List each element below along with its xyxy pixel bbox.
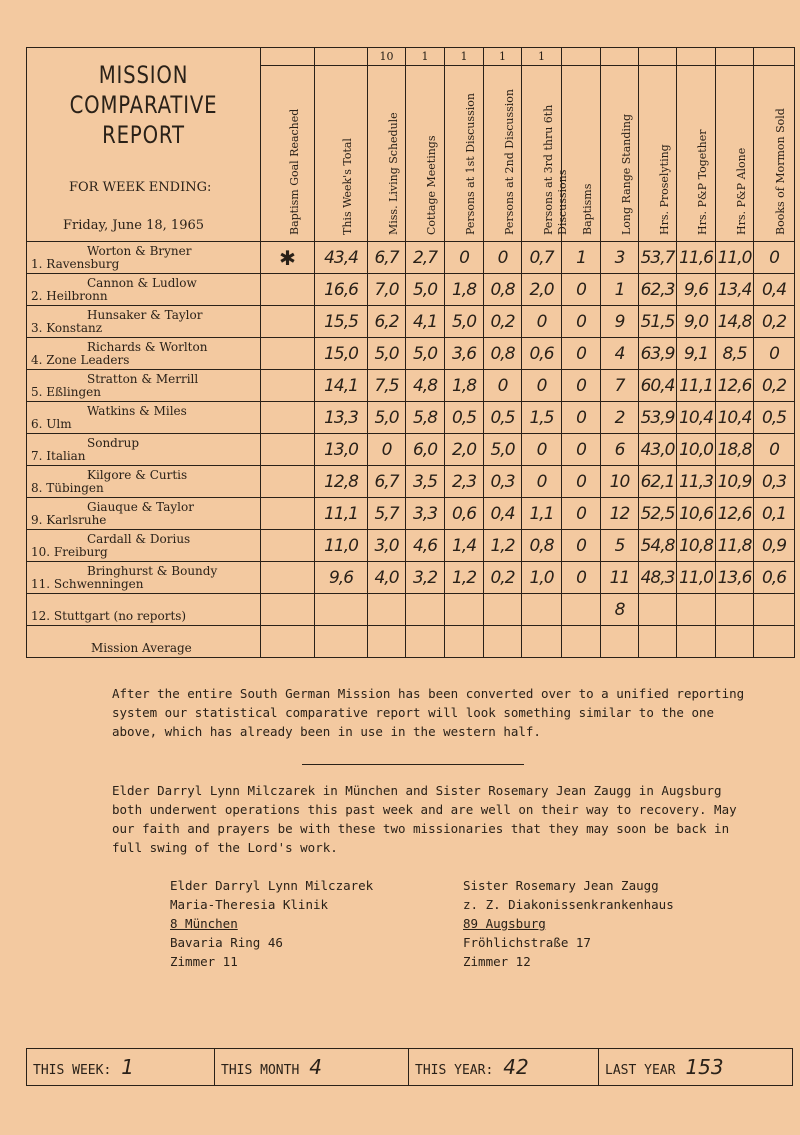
last-year-cell: LAST YEAR 153 xyxy=(599,1049,793,1086)
goal-cell xyxy=(716,48,754,66)
stat-cell xyxy=(522,626,562,658)
stat-cell: 5,0 xyxy=(445,306,484,338)
district-name-cell xyxy=(27,594,261,626)
column-header xyxy=(754,66,795,242)
stat-cell: 6,2 xyxy=(368,306,406,338)
companionship-names: Stratton & Merrill xyxy=(87,372,199,386)
stat-cell: 0,2 xyxy=(754,370,795,402)
table-row xyxy=(27,498,795,530)
stat-cell: 43,4 xyxy=(315,242,368,274)
stat-cell: 0 xyxy=(562,402,601,434)
district-name: 7. Italian xyxy=(31,449,86,463)
stat-cell xyxy=(315,626,368,658)
goal-cell xyxy=(754,48,795,66)
stat-cell: 1,8 xyxy=(445,274,484,306)
stat-cell: 14,1 xyxy=(315,370,368,402)
stat-cell: 0 xyxy=(562,370,601,402)
stat-cell: 9,6 xyxy=(677,274,716,306)
stat-cell: 12,8 xyxy=(315,466,368,498)
stat-cell: 11 xyxy=(601,562,639,594)
stat-cell: 10,6 xyxy=(677,498,716,530)
stat-cell xyxy=(445,594,484,626)
baptism-goal-mark xyxy=(261,370,315,402)
stat-cell: 12,6 xyxy=(716,498,754,530)
baptism-goal-mark xyxy=(261,530,315,562)
district-name: 8. Tübingen xyxy=(31,481,104,495)
stat-cell xyxy=(716,626,754,658)
stat-cell: 5,8 xyxy=(406,402,445,434)
table-row xyxy=(27,594,795,626)
stat-cell: 62,3 xyxy=(639,274,677,306)
goal-cell: 1 xyxy=(484,48,522,66)
stat-cell: 3,6 xyxy=(445,338,484,370)
district-name: 2. Heilbronn xyxy=(31,289,108,303)
stat-cell: 53,9 xyxy=(639,402,677,434)
stat-cell: 9,1 xyxy=(677,338,716,370)
stat-cell: 3 xyxy=(601,242,639,274)
column-header-label: Books of Mormon Sold xyxy=(774,108,787,235)
column-header-label: Persons at 2nd Discussion xyxy=(502,88,516,235)
stat-cell xyxy=(445,626,484,658)
stat-cell: 1,0 xyxy=(522,562,562,594)
companionship-names: Sondrup xyxy=(87,436,140,450)
column-header xyxy=(261,66,315,242)
column-header xyxy=(484,66,522,242)
stat-cell: 11,0 xyxy=(677,562,716,594)
stat-cell: 6,7 xyxy=(368,242,406,274)
table-row xyxy=(27,242,795,274)
stat-cell: 6 xyxy=(601,434,639,466)
stat-cell: 2,0 xyxy=(522,274,562,306)
stat-cell: 0,8 xyxy=(522,530,562,562)
district-name: 4. Zone Leaders xyxy=(31,353,130,367)
report-date: Friday, June 18, 1965 xyxy=(63,218,205,233)
stat-cell: 1,4 xyxy=(445,530,484,562)
column-header-label: Persons at 1st Discussion xyxy=(464,93,477,235)
table-row xyxy=(27,562,795,594)
stat-cell xyxy=(754,626,795,658)
column-header xyxy=(315,66,368,242)
stat-cell: 4,6 xyxy=(406,530,445,562)
stat-cell: 3,0 xyxy=(368,530,406,562)
baptism-goal-mark xyxy=(261,434,315,466)
stat-cell: 0,2 xyxy=(484,306,522,338)
stat-cell: 9 xyxy=(601,306,639,338)
district-name-cell xyxy=(27,274,261,306)
stat-cell: 5,7 xyxy=(368,498,406,530)
district-name-cell xyxy=(27,562,261,594)
stat-cell xyxy=(562,626,601,658)
stat-cell: 16,6 xyxy=(315,274,368,306)
table-row xyxy=(27,306,795,338)
stat-cell xyxy=(484,626,522,658)
stat-cell: 9,0 xyxy=(677,306,716,338)
district-name-cell xyxy=(27,338,261,370)
this-month-value: 4 xyxy=(309,1055,323,1079)
comparative-report-table xyxy=(26,47,795,658)
stat-cell: 0,9 xyxy=(754,530,795,562)
companionship-names: Bringhurst & Boundy xyxy=(87,564,218,578)
stat-cell: 5,0 xyxy=(484,434,522,466)
stat-cell: 0,5 xyxy=(754,402,795,434)
baptism-totals-table xyxy=(26,1048,793,1086)
district-name-cell xyxy=(27,498,261,530)
stat-cell xyxy=(368,594,406,626)
district-name: 11. Schwenningen xyxy=(31,577,144,591)
stat-cell: 52,5 xyxy=(639,498,677,530)
district-name: 5. Eßlingen xyxy=(31,385,101,399)
column-header xyxy=(639,66,677,242)
this-week-cell: THIS WEEK: 1 xyxy=(27,1049,215,1086)
stat-cell: 13,0 xyxy=(315,434,368,466)
goal-cell xyxy=(677,48,716,66)
district-name-cell xyxy=(27,370,261,402)
stat-cell: 54,8 xyxy=(639,530,677,562)
companionship-names: Hunsaker & Taylor xyxy=(87,308,203,322)
stat-cell xyxy=(754,594,795,626)
companionship-names: Watkins & Miles xyxy=(87,404,187,418)
stat-cell: 0,2 xyxy=(484,562,522,594)
stat-cell: 4 xyxy=(601,338,639,370)
companionship-names: Richards & Worlton xyxy=(87,340,208,354)
table-row xyxy=(27,338,795,370)
district-name-cell xyxy=(27,626,261,658)
baptism-goal-mark xyxy=(261,274,315,306)
stat-cell: 11,1 xyxy=(677,370,716,402)
companionship-names: Giauque & Taylor xyxy=(87,500,194,514)
stat-cell: 11,6 xyxy=(677,242,716,274)
stat-cell: 2,3 xyxy=(445,466,484,498)
column-header-label: Persons at 3rd thru 6th Discussions xyxy=(541,104,569,235)
stat-cell: 4,1 xyxy=(406,306,445,338)
paragraph-operations: Elder Darryl Lynn Milczarek in München and Sister Rosemary Jean Zaugg in Augsburg both underwent operations this past week and are well on their way to recovery. May our faith and prayers be with these two missionaries that they may soon be back in full swing of the Lord's work. xyxy=(112,783,737,855)
goal-cell xyxy=(639,48,677,66)
stat-cell: 0,6 xyxy=(522,338,562,370)
goal-cell xyxy=(601,48,639,66)
stat-cell: 5 xyxy=(601,530,639,562)
stat-cell: 1 xyxy=(562,242,601,274)
stat-cell: 5,0 xyxy=(368,402,406,434)
baptism-goal-mark xyxy=(261,594,315,626)
stat-cell: 5,0 xyxy=(406,274,445,306)
stat-cell xyxy=(601,626,639,658)
stat-cell: 0,4 xyxy=(754,274,795,306)
district-name-cell xyxy=(27,466,261,498)
stat-cell: 0 xyxy=(562,306,601,338)
column-header-label: Cottage Meetings xyxy=(425,135,438,235)
stat-cell: 11,1 xyxy=(315,498,368,530)
district-name-cell xyxy=(27,242,261,274)
stat-cell: 1 xyxy=(601,274,639,306)
stat-cell xyxy=(677,594,716,626)
stat-cell: 62,1 xyxy=(639,466,677,498)
goal-cell xyxy=(562,48,601,66)
stat-cell: 0 xyxy=(562,562,601,594)
stat-cell: 7,5 xyxy=(368,370,406,402)
stat-cell xyxy=(677,626,716,658)
address-milczarek: Elder Darryl Lynn Milczarek Maria-Theresia Klinik 8 München Bavaria Ring 46 Zimmer 11 xyxy=(170,878,374,969)
stat-cell: 11,8 xyxy=(716,530,754,562)
district-name: 1. Ravensburg xyxy=(31,257,120,271)
column-header-label: Hrs. P&P Together xyxy=(696,129,709,235)
stat-cell: 2 xyxy=(601,402,639,434)
stat-cell: 18,8 xyxy=(716,434,754,466)
stat-cell: 0 xyxy=(522,434,562,466)
baptism-goal-mark xyxy=(261,626,315,658)
stat-cell: 0 xyxy=(522,370,562,402)
stat-cell: 53,7 xyxy=(639,242,677,274)
stat-cell: 0,5 xyxy=(445,402,484,434)
table-row xyxy=(27,434,795,466)
stat-cell: 0,1 xyxy=(754,498,795,530)
stat-cell xyxy=(406,626,445,658)
stat-cell: 13,4 xyxy=(716,274,754,306)
stat-cell: 51,5 xyxy=(639,306,677,338)
stat-cell: 63,9 xyxy=(639,338,677,370)
stat-cell: 12,6 xyxy=(716,370,754,402)
stat-cell: 6,7 xyxy=(368,466,406,498)
stat-cell: 0 xyxy=(522,466,562,498)
baptism-goal-mark xyxy=(261,562,315,594)
stat-cell: 4,8 xyxy=(406,370,445,402)
column-header xyxy=(601,66,639,242)
stat-cell xyxy=(368,626,406,658)
stat-cell: 10 xyxy=(601,466,639,498)
stat-cell: 7,0 xyxy=(368,274,406,306)
stat-cell: 0 xyxy=(562,274,601,306)
stat-cell: 15,0 xyxy=(315,338,368,370)
baptism-goal-mark: ✱ xyxy=(261,242,315,274)
stat-cell: 0 xyxy=(562,498,601,530)
goal-cell xyxy=(261,48,315,66)
baptism-goal-mark xyxy=(261,498,315,530)
column-header-label: Baptisms xyxy=(581,183,594,235)
stat-cell xyxy=(484,594,522,626)
this-year-value: 42 xyxy=(503,1055,529,1079)
stat-cell: 0 xyxy=(754,434,795,466)
stat-cell: 0 xyxy=(754,242,795,274)
stat-cell: 10,0 xyxy=(677,434,716,466)
baptism-goal-mark xyxy=(261,402,315,434)
stat-cell: 0 xyxy=(368,434,406,466)
goal-cell: 1 xyxy=(445,48,484,66)
district-name: 9. Karlsruhe xyxy=(31,513,107,527)
stat-cell: 15,5 xyxy=(315,306,368,338)
district-name: 3. Konstanz xyxy=(31,321,103,335)
column-header xyxy=(716,66,754,242)
stat-cell: 48,3 xyxy=(639,562,677,594)
stat-cell: 10,4 xyxy=(716,402,754,434)
stat-cell: 0,8 xyxy=(484,338,522,370)
column-header xyxy=(522,66,569,242)
stat-cell: 8 xyxy=(601,594,639,626)
district-name: 10. Freiburg xyxy=(31,545,108,559)
stat-cell: 0 xyxy=(562,338,601,370)
district-name: 12. Stuttgart (no reports) xyxy=(31,609,187,623)
stat-cell: 10,4 xyxy=(677,402,716,434)
stat-cell: 7 xyxy=(601,370,639,402)
column-header xyxy=(368,66,406,242)
stat-cell: 0,2 xyxy=(754,306,795,338)
report-title-cell xyxy=(27,48,261,242)
stat-cell: 0 xyxy=(445,242,484,274)
stat-cell xyxy=(716,594,754,626)
stat-cell: 0,3 xyxy=(754,466,795,498)
district-name-cell xyxy=(27,402,261,434)
stat-cell: 11,0 xyxy=(315,530,368,562)
district-name: 6. Ulm xyxy=(31,417,72,431)
stat-cell: 10,9 xyxy=(716,466,754,498)
goal-cell: 1 xyxy=(522,48,562,66)
stat-cell: 0 xyxy=(754,338,795,370)
column-header-label: Long Range Standing xyxy=(619,113,633,235)
baptism-goal-mark xyxy=(261,466,315,498)
stat-cell: 11,3 xyxy=(677,466,716,498)
report-title: MISSION COMPARATIVE REPORT xyxy=(69,61,218,149)
table-row xyxy=(27,274,795,306)
column-header-label: This Week's Total xyxy=(341,138,354,235)
address-zaugg: Sister Rosemary Jean Zaugg z. Z. Diakonissenkrankenhaus 89 Augsburg Fröhlichstraße 17 Zimmer 12 xyxy=(463,878,674,969)
column-header xyxy=(406,66,445,242)
last-year-value: 153 xyxy=(685,1055,724,1079)
stat-cell: 0,7 xyxy=(522,242,562,274)
stat-cell: 0,6 xyxy=(754,562,795,594)
stat-cell: 5,0 xyxy=(406,338,445,370)
stat-cell: 2,0 xyxy=(445,434,484,466)
stat-cell: 1,2 xyxy=(484,530,522,562)
district-name: Mission Average xyxy=(91,641,192,655)
stat-cell xyxy=(562,594,601,626)
stat-cell: 60,4 xyxy=(639,370,677,402)
stat-cell: 0 xyxy=(484,242,522,274)
this-month-cell: THIS MONTH 4 xyxy=(215,1049,409,1086)
stat-cell: 8,5 xyxy=(716,338,754,370)
stat-cell xyxy=(639,626,677,658)
stat-cell: 5,0 xyxy=(368,338,406,370)
table-row xyxy=(27,402,795,434)
stat-cell: 1,8 xyxy=(445,370,484,402)
week-ending-label: FOR WEEK ENDING: xyxy=(69,180,212,195)
table-row xyxy=(27,530,795,562)
stat-cell: 0 xyxy=(562,530,601,562)
stat-cell: 11,0 xyxy=(716,242,754,274)
stat-cell: 10,8 xyxy=(677,530,716,562)
column-header-label: Hrs. P&P Alone xyxy=(734,147,748,235)
stat-cell: 1,2 xyxy=(445,562,484,594)
stat-cell: 0 xyxy=(484,370,522,402)
stat-cell: 3,3 xyxy=(406,498,445,530)
stat-cell: 14,8 xyxy=(716,306,754,338)
this-year-cell: THIS YEAR: 42 xyxy=(409,1049,599,1086)
stat-cell: 4,0 xyxy=(368,562,406,594)
stat-cell xyxy=(406,594,445,626)
stat-cell: 0 xyxy=(562,434,601,466)
companionship-names: Cardall & Dorius xyxy=(87,532,191,546)
stat-cell: 0 xyxy=(562,466,601,498)
table-row xyxy=(27,466,795,498)
stat-cell: 0,5 xyxy=(484,402,522,434)
separator-line xyxy=(302,764,524,773)
stat-cell: 13,3 xyxy=(315,402,368,434)
stat-cell: 12 xyxy=(601,498,639,530)
this-week-value: 1 xyxy=(121,1055,135,1079)
goal-cell xyxy=(315,48,368,66)
stat-cell: 9,6 xyxy=(315,562,368,594)
stat-cell xyxy=(639,594,677,626)
stat-cell: 0,3 xyxy=(484,466,522,498)
stat-cell xyxy=(522,594,562,626)
table-row xyxy=(27,370,795,402)
stat-cell: 3,5 xyxy=(406,466,445,498)
stat-cell: 0,8 xyxy=(484,274,522,306)
table-row xyxy=(27,626,795,658)
stat-cell: 43,0 xyxy=(639,434,677,466)
stat-cell: 1,1 xyxy=(522,498,562,530)
goal-cell: 10 xyxy=(368,48,406,66)
stat-cell xyxy=(315,594,368,626)
column-header-label: Miss. Living Schedule xyxy=(386,112,400,235)
column-header-label: Hrs. Proselyting xyxy=(657,144,671,235)
companionship-names: Worton & Bryner xyxy=(87,244,192,258)
companionship-names: Kilgore & Curtis xyxy=(87,468,188,482)
companionship-names: Cannon & Ludlow xyxy=(87,276,197,290)
district-name-cell xyxy=(27,530,261,562)
district-name-cell xyxy=(27,434,261,466)
column-header xyxy=(677,66,716,242)
stat-cell: 0,4 xyxy=(484,498,522,530)
district-name-cell xyxy=(27,306,261,338)
baptism-goal-mark xyxy=(261,306,315,338)
stat-cell: 3,2 xyxy=(406,562,445,594)
column-header xyxy=(445,66,484,242)
stat-cell: 1,5 xyxy=(522,402,562,434)
stat-cell: 13,6 xyxy=(716,562,754,594)
column-header-label: Baptism Goal Reached xyxy=(287,108,301,235)
column-header xyxy=(562,66,601,242)
stat-cell: 0,6 xyxy=(445,498,484,530)
stat-cell: 2,7 xyxy=(406,242,445,274)
paragraph-reporting-system: After the entire South German Mission has been converted over to a unified reporting system our statistical comparative report will look something similar to the one above, which has already been in use in the western half. xyxy=(112,686,745,739)
stat-cell: 6,0 xyxy=(406,434,445,466)
goal-cell: 1 xyxy=(406,48,445,66)
baptism-goal-mark xyxy=(261,338,315,370)
stat-cell: 0 xyxy=(522,306,562,338)
